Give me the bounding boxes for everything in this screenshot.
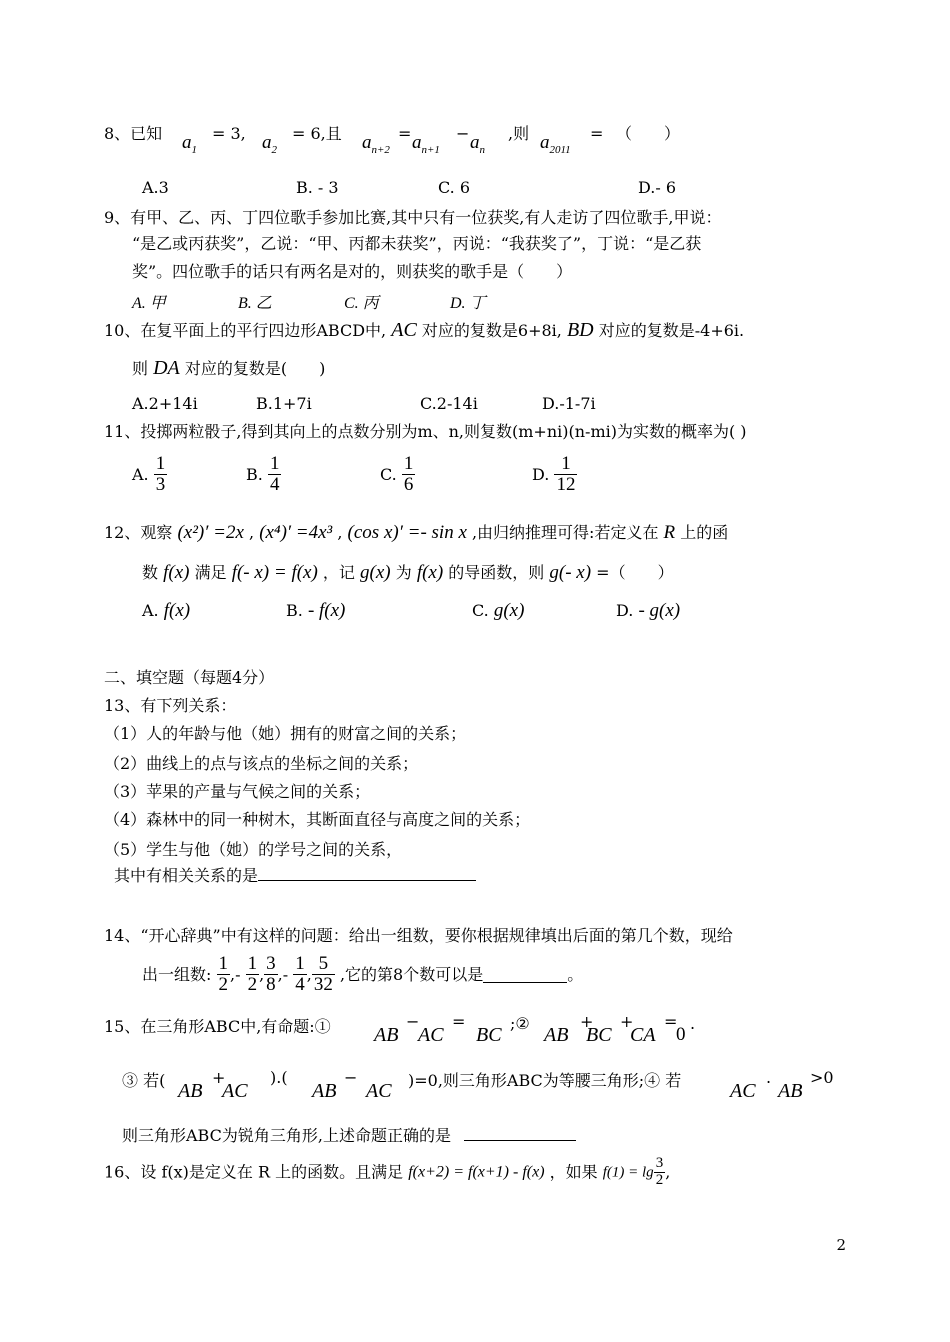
q15-vector-ab-4: AB (312, 1080, 337, 1102)
q13-item-2: （2）曲线上的点与该点的坐标之间的关系； (104, 754, 419, 773)
q15-op-1: − (406, 1012, 420, 1031)
q11-line: 11、投掷两粒骰子,得到其向上的点数分别为m、n,则复数(m+ni)(n-mi)为实数的概率为( ) (104, 422, 747, 441)
q14-text-2: ,它的第8个数可以是 (339, 964, 484, 984)
q10-text-2: 对应的复数是6+8i, (421, 321, 562, 340)
q9-line-3: 奖”。四位歌手的话只有两名是对的，则获奖的歌手是（ ） (132, 262, 573, 281)
q10-text-1: 10、在复平面上的平行四边形ABCD中, (104, 321, 387, 340)
q11-option-b (246, 454, 281, 495)
q9-option-b: B. 乙 (238, 295, 272, 312)
q12-value-a: f(x) (163, 600, 191, 621)
q15-vector-ac-2: AC (222, 1080, 248, 1102)
q11-fraction-b: $\frac{1}{4}$ (269, 453, 280, 495)
q12-value-b: - f(x) (307, 600, 346, 621)
q10-option-d: D.-1-7i (542, 394, 596, 413)
q15-dot: . (690, 1014, 696, 1033)
q12-text-6: ，记 (322, 563, 355, 582)
q12-label-a: A. (142, 601, 159, 620)
q10-text-4: 则 (132, 359, 149, 378)
q11-fraction-d: $\frac{1}{12}$ (556, 453, 576, 495)
q12-label-d: D. (616, 601, 634, 620)
q8-option-b: B. - 3 (296, 178, 339, 197)
q11-fraction-c: $\frac{1}{6}$ (403, 453, 414, 495)
q14-line-2 (142, 954, 583, 995)
q15-text-6: 则三角形ABC为锐角三角形,上述命题正确的是 (122, 1126, 451, 1145)
q16-math-2: f(1) = lg (602, 1164, 654, 1181)
q8-minus: − (456, 124, 470, 143)
q11-label-d: D. (532, 464, 550, 484)
q11-fraction-a: $\frac{1}{3}$ (155, 453, 166, 495)
q15-text-3: ③ 若( (122, 1071, 166, 1090)
q14-fraction-2: ,- $\frac{1}{2}$ (230, 953, 258, 995)
q15-vector-ab-2: AB (544, 1024, 569, 1046)
q15-zero: 0 (676, 1024, 686, 1045)
q15-vector-ab-5: AB (778, 1080, 803, 1102)
q12-math-2: (x⁴)′ =4x³ (259, 522, 333, 543)
q8-eq4: = (590, 124, 604, 143)
q14-fraction-3: , $\frac{3}{8}$ (259, 953, 276, 995)
q8-prefix: 8、已知 (104, 124, 163, 143)
q15-op-5: = (664, 1012, 678, 1031)
q16-line (104, 1156, 670, 1189)
q10-option-c: C.2-14i (420, 394, 478, 413)
q11-label-b: B. (246, 464, 263, 484)
q14-answer-blank[interactable] (483, 966, 567, 983)
q15-vector-ac-1: AC (418, 1024, 444, 1046)
q11-label-a: A. (132, 464, 149, 484)
q12-text-9: =（ ） (596, 563, 674, 582)
q15-op-7: − (344, 1068, 358, 1087)
q8-option-c: C. 6 (438, 178, 471, 197)
q12-label-b: B. (286, 601, 303, 620)
q12-math-f2: f(- x) = f(x) (231, 562, 318, 583)
q12-comma-2: , (337, 523, 343, 542)
q8-a2011: $a_{2011}$ (540, 132, 571, 156)
q16-text-1: 16、设 f(x)是定义在 R 上的函数。且满足 (104, 1162, 404, 1182)
q14-text-1: 出一组数: (142, 964, 212, 984)
q10-option-b: B.1+7i (256, 394, 312, 413)
q12-text-5: 满足 (194, 563, 227, 582)
q8-option-a: A.3 (142, 178, 169, 197)
q12-text-1: 12、观察 (104, 523, 173, 542)
q15-text-4: ).( (270, 1068, 288, 1087)
q14-fraction-4: ,- $\frac{1}{4}$ (277, 953, 305, 995)
q12-math-f5: g(- x) (549, 562, 592, 583)
q11-option-c (380, 454, 415, 495)
q12-math-f4: f(x) (416, 562, 444, 583)
section-2-title: 二、填空题（每题4分） (104, 668, 275, 687)
q13-title: 13、有下列关系： (104, 696, 237, 715)
q15-vector-ca: CA (630, 1024, 656, 1046)
q14-fraction-5: , $\frac{5}{32}$ (306, 953, 333, 995)
q12-text-7: 为 (395, 563, 412, 582)
q16-math-1: f(x+2) = f(x+1) - f(x) (408, 1163, 545, 1181)
q13-ask (114, 864, 476, 885)
q12-comma-1: , (249, 523, 255, 542)
q8-an1: $a_{n+1}$ (412, 132, 440, 156)
q8-option-d: D.- 6 (638, 178, 677, 197)
q8-paren: （ ） (616, 124, 681, 143)
q15-answer-blank[interactable] (464, 1124, 576, 1141)
q13-answer-blank[interactable] (258, 864, 476, 881)
q12-text-4: 数 (142, 563, 159, 582)
q12-math-3: (cos x)′ =- sin x (347, 522, 467, 543)
q15-vector-bc-1: BC (476, 1024, 502, 1046)
q9-line-1: 9、有甲、乙、丙、丁四位歌手参加比赛,其中只有一位获奖,有人走访了四位歌手,甲说： (104, 208, 722, 227)
q8-eq1: = 3, (212, 124, 246, 143)
q12-math-f3: g(x) (360, 562, 391, 583)
q15-gt: >0 (810, 1068, 834, 1087)
q11-option-d (532, 454, 577, 495)
q14-text-3: 。 (567, 964, 584, 984)
q15-op-8: . (766, 1068, 772, 1087)
q15-op-2: = (452, 1012, 466, 1031)
q12-text-2: ,由归纳推理可得:若定义在 (471, 523, 659, 542)
q13-item-5: （5）学生与他（她）的学号之间的关系， (104, 840, 403, 859)
q12-math-1: (x²)′ =2x (177, 522, 244, 543)
q13-item-1: （1）人的年龄与他（她）拥有的财富之间的关系； (104, 724, 467, 743)
q8-an2: $a_{n+2}$ (362, 132, 390, 156)
q15-op-4: + (620, 1012, 634, 1031)
q9-option-d: D. 丁 (450, 295, 486, 312)
q10-option-a: A.2+14i (132, 394, 198, 413)
q14-fraction-1: $\frac{1}{2}$ (218, 953, 228, 995)
q12-option-a (142, 600, 190, 622)
q15-line-3 (122, 1124, 576, 1145)
q10-vector-ac: AC (391, 319, 417, 341)
q15-text-1: 15、在三角形ABC中,有命题:① (104, 1017, 331, 1036)
q15-text-5: )=0,则三角形ABC为等腰三角形;④ 若 (408, 1071, 682, 1090)
q12-label-c: C. (472, 601, 489, 620)
q8-eq2: = 6,且 (292, 124, 342, 143)
q15-vector-ac-3: AC (366, 1080, 392, 1102)
q12-text-3: 上的函 (680, 523, 729, 542)
q8-then: ,则 (508, 124, 530, 143)
q8-line (104, 120, 704, 160)
q10-vector-da: DA (153, 357, 180, 379)
q9-option-c: C. 丙 (344, 295, 379, 312)
q8-an: $a_n$ (470, 132, 485, 156)
q16-fraction: $\frac{3}{2}$ (655, 1155, 664, 1188)
q12-value-d: - g(x) (638, 600, 681, 621)
q11-label-c: C. (380, 464, 397, 484)
q16-text-3: , (665, 1162, 671, 1182)
q8-a1: $a_1$ (182, 132, 197, 156)
q15-text-2: ;② (510, 1014, 530, 1033)
q10-vector-bd: BD (566, 319, 594, 341)
q8-a2: $a_2$ (262, 132, 277, 156)
q12-math-R: R (663, 522, 676, 543)
q14-line-1: 14、“开心辞典”中有这样的问题：给出一组数，要你根据规律填出后面的第几个数，现给 (104, 926, 733, 945)
q15-vector-ab-3: AB (178, 1080, 203, 1102)
q15-vector-ab-1: AB (374, 1024, 399, 1046)
q12-math-f1: f(x) (163, 562, 190, 583)
q11-option-a (132, 454, 167, 495)
q16-text-2: ，如果 (549, 1162, 598, 1182)
q12-option-c (472, 600, 524, 622)
q9-option-a: A. 甲 (132, 295, 166, 312)
q13-item-4: （4）森林中的同一种树木，其断面直径与高度之间的关系； (104, 810, 531, 829)
q12-line-1 (104, 522, 728, 545)
q15-op-3: + (580, 1012, 594, 1031)
q12-line-2 (142, 562, 674, 585)
q10-text-3: 对应的复数是-4+6i. (598, 321, 745, 340)
q10-text-5: 对应的复数是( ) (184, 359, 326, 378)
q9-line-2: “是乙或丙获奖”，乙说：“甲、丙都未获奖”，丙说：“我获奖了”，丁说：“是乙获 (132, 234, 702, 253)
q10-line-2 (132, 356, 325, 380)
q15-op-6: + (212, 1068, 226, 1087)
q12-option-d (616, 600, 680, 622)
q8-eq3: = (398, 124, 412, 143)
q15-vector-ac-4: AC (730, 1080, 756, 1102)
q12-value-c: g(x) (493, 600, 525, 621)
q12-option-b (286, 600, 345, 622)
page-number: 2 (836, 1236, 846, 1254)
q13-ask-text: 其中有相关关系的是 (114, 866, 259, 885)
q15-vector-bc-2: BC (586, 1024, 612, 1046)
q13-item-3: （3）苹果的产量与气候之间的关系； (104, 782, 371, 801)
q10-line-1 (104, 318, 744, 342)
q12-text-8: 的导函数，则 (448, 563, 545, 582)
